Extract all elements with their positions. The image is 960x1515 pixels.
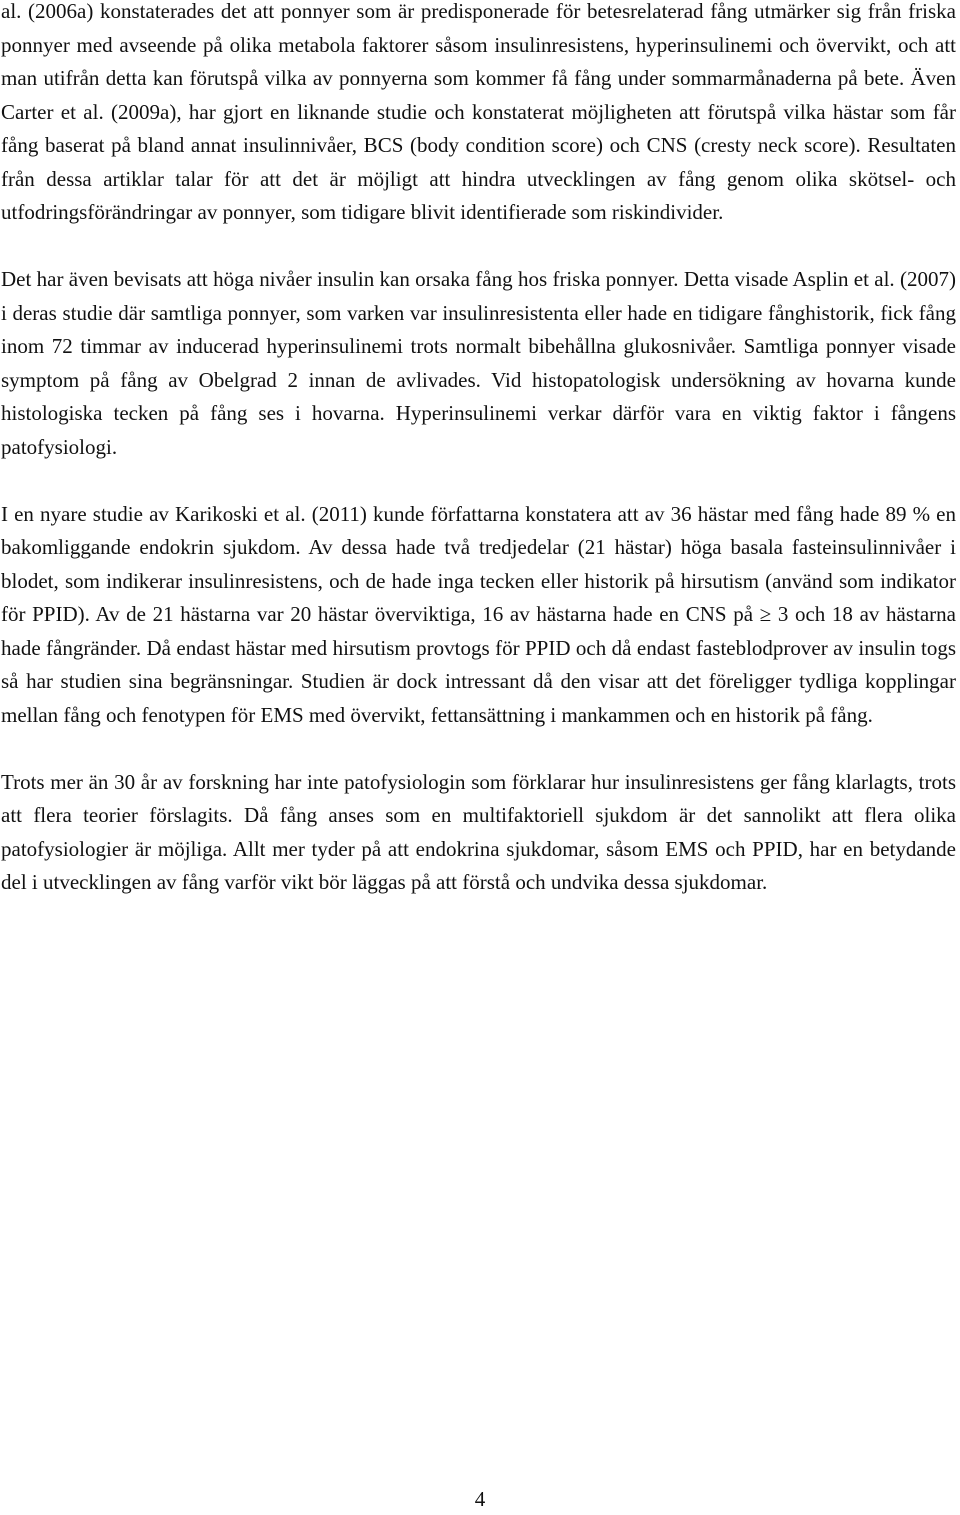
paragraph-3: I en nyare studie av Karikoski et al. (2011) kunde författarna konstatera att av 36 hästar med fång hade 89 % en bakomliggande endokrin sjukdom. Av dessa hade två tredjedelar (21 hästar) höga basala fasteinsulinnivåer i blodet, som indikerar insulinresistens, och de hade inga tecken eller historik på hirsutism (använd som indikator för PPID). Av de 21 hästarna var 20 hästar överviktiga, 16 av hästarna hade en CNS på ≥ 3 och 18 av hästarna hade fångränder. Då endast hästar med hirsutism provtogs för PPID och då endast fasteblodprover av insulin togs så har studien sina begränsningar. Studien är dock intressant då den visar att det föreligger tydliga kopplingar mellan fång och fenotypen för EMS med övervikt, fettansättning i mankammen och en historik på fång. bbox=[1, 501, 956, 727]
paragraph-2: Det har även bevisats att höga nivåer insulin kan orsaka fång hos friska ponnyer. Detta visade Asplin et al. (2007) i deras studie där samtliga ponnyer, som varken var insulinresistenta eller hade en tidigare fånghistorik, fick fång inom 72 timmar av inducerad hyperinsulinemi trots normalt bibehållna glukosnivåer. Samtliga ponnyer visade symptom på fång av Obelgrad 2 innan de avlivades. Vid histopatologisk undersökning av hovarna kunde histologiska tecken på fång ses i hovarna. Hyperinsulinemi verkar därför vara en viktig faktor i fångens patofysiologi. bbox=[1, 267, 956, 459]
paragraph-4: Trots mer än 30 år av forskning har inte patofysiologin som förklarar hur insulinresistens ger fång klarlagts, trots att flera teorier förslagits. Då fång anses som en multifaktoriell sjukdom är det sannolikt att flera olika patofysiologier är möjliga. Allt mer tyder på att endokrina sjukdomar, såsom EMS och PPID, har en betydande del i utvecklingen av fång varför vikt bör läggas på att förstå och undvika dessa sjukdomar. bbox=[1, 769, 956, 894]
page-number: 4 bbox=[474, 1487, 486, 1511]
paragraph-1: al. (2006a) konstaterades det att ponnyer som är predisponerade för betesrelaterad fång utmärker sig från friska ponnyer med avseende på olika metabola faktorer såsom insulinresistens, hyperinsulinemi och övervikt, och att man utifrån detta kan förutspå vilka av ponnyerna som kommer få fång under sommarmånaderna på bete. Även Carter et al. (2009a), har gjort en liknande studie och konstaterat möjligheten att förutspå vilka hästar som får fång baserat på bland annat insulinnivåer, BCS (body condition score) och CNS (cresty neck score). Resultaten från dessa artiklar talar för att det är möjligt att hindra utvecklingen av fång genom olika skötsel- och utfodringsförändringar av ponnyer, som tidigare blivit identifierade som riskindivider. bbox=[1, 0, 956, 224]
